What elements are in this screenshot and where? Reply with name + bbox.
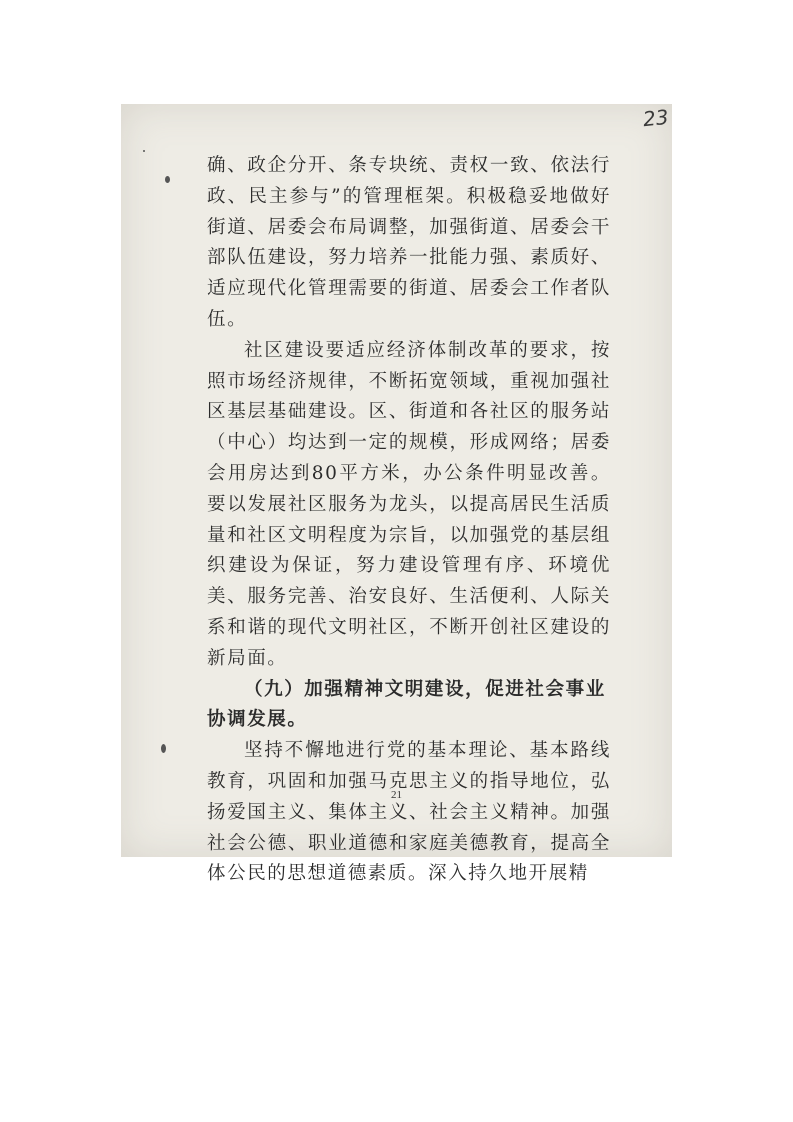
page-number: 21 [391,789,402,801]
paragraph-community-building: 社区建设要适应经济体制改革的要求，按照市场经济规律，不断拓宽领域，重视加强社区基层基础建设。区、街道和各社区的服务站（中心）均达到一定的规模，形成网络；居委会用房达到80平方米，办公条件明显改善。要以发展社区服务为龙头，以提高居民生活质量和社区文明程度为宗旨，以加强党的基层组织建设为保证，努力建设管理有序、环境优美、服务完善、治安良好、生活便利、人际关系和谐的现代文明社区，不断开创社区建设的新局面。 [207,339,611,669]
paragraph-spiritual-civilization: 坚持不懈地进行党的基本理论、基本路线教育，巩固和加强马克思主义的指导地位，弘扬爱国主义、集体主义、社会主义精神。加强社会公德、职业道德和家庭美德教育，提高全体公民的思想道德素质。深入持久地开展精 [207,740,611,885]
handwritten-page-note: 23 [641,104,670,132]
scanned-page [121,104,672,885]
paragraph-continuation: 确、政企分开、条专块统、责权一致、依法行政、民主参与”的管理框架。积极稳妥地做好街道、居委会布局调整，加强街道、居委会干部队伍建设，努力培养一批能力强、素质好、适应现代化管理需要的街道、居委会工作者队伍。 [207,155,611,330]
document-body [207,151,611,890]
section-heading: （九）加强精神文明建设，促进社会事业协调发展。 [207,678,606,731]
scan-speck [143,150,145,152]
scan-speck [165,176,170,183]
scan-speck [161,744,166,753]
